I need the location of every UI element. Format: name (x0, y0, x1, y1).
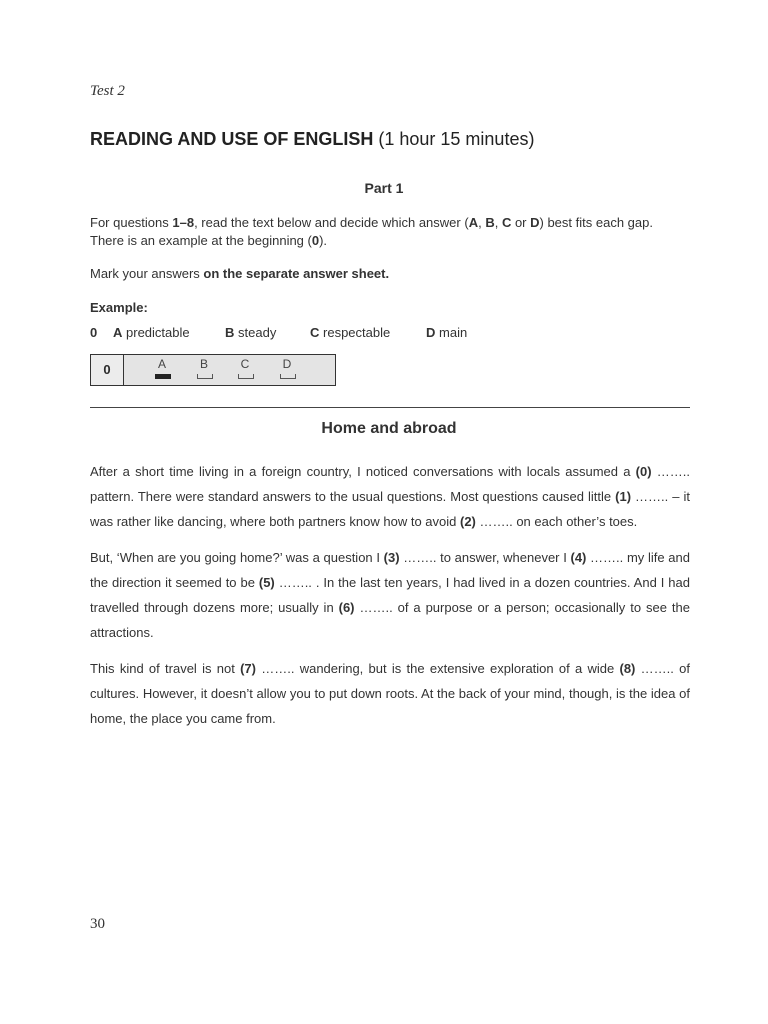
gap-number: (4) (570, 550, 587, 565)
text: ) best fits each gap. (539, 215, 653, 230)
text: A (113, 325, 123, 340)
running-header: Test 2 (90, 83, 125, 99)
text-paragraph-1 (90, 459, 690, 534)
example-answer-box (90, 354, 336, 386)
text: Mark your answers (90, 266, 204, 281)
text: respectable (323, 325, 391, 340)
text: 0 (90, 325, 98, 340)
text: B (225, 325, 235, 340)
answer-mark-b (197, 374, 213, 379)
example-option-b (225, 325, 276, 340)
gap-number: (8) (619, 661, 636, 676)
text: main (439, 325, 468, 340)
text: D (426, 325, 436, 340)
section-title-bold: READING AND USE OF ENGLISH (90, 129, 374, 149)
gap-number: (7) (240, 661, 256, 676)
gap-number: (5) (258, 575, 275, 590)
gap-number: (3) (383, 550, 400, 565)
gap-number: (1) (615, 489, 632, 504)
section-title (90, 129, 534, 150)
section-title-duration: (1 hour 15 minutes) (378, 129, 535, 149)
text-title: Home and abroad (321, 420, 457, 437)
text: C (501, 215, 512, 230)
text: …….. my life and the direction it seemed to be (90, 550, 690, 590)
gap-number: (6) (338, 600, 355, 615)
text: 0 (311, 233, 320, 248)
answer-box-letter-a: A (157, 357, 166, 371)
text: or (511, 215, 531, 230)
text: …….. on each other’s toes. (475, 514, 638, 529)
text: For questions (90, 215, 173, 230)
answer-box-letter-b: B (199, 357, 208, 371)
example-label: Example: (90, 300, 148, 315)
text: , (478, 215, 486, 230)
answer-box-letter-d: D (282, 357, 292, 371)
text: , read the text below and decide which answer ( (194, 215, 469, 230)
answer-mark-d (280, 374, 296, 379)
instructions-paragraph-2 (90, 265, 690, 283)
page-number: 30 (90, 916, 105, 932)
part-heading: Part 1 (364, 180, 404, 196)
text: on the separate answer sheet. (203, 266, 390, 281)
example-option-a (113, 325, 190, 340)
text: , (494, 215, 502, 230)
divider (90, 407, 690, 408)
text: …….. wandering, but is the extensive exploration of a wide (255, 661, 620, 676)
text: predictable (126, 325, 190, 340)
text: …….. of a purpose or a person; occasionally to see the attractions. (90, 600, 690, 640)
example-number (90, 325, 97, 340)
answer-box-letter-c: C (240, 357, 250, 371)
text: …….. – it was rather like dancing, where both partners know how to avoid (90, 489, 690, 529)
text-paragraph-2 (90, 545, 690, 645)
text: …….. to answer, whenever I (399, 550, 571, 565)
gap-number: (0) (635, 464, 652, 479)
answer-mark-c (238, 374, 254, 379)
instructions-paragraph-1 (90, 214, 690, 250)
text: 1–8 (172, 215, 195, 230)
text: steady (238, 325, 277, 340)
text: After a short time living in a foreign country, I noticed conversations with locals assumed a (90, 464, 636, 479)
text: …….. of cultures. However, it doesn’t allow you to put down roots. At the back of your mind, though, is the idea of home, the place you came from. (90, 661, 690, 726)
text: But, ‘When are you going home?’ was a question I (90, 550, 384, 565)
text: C (310, 325, 320, 340)
text: There is an example at the beginning ( (90, 233, 312, 248)
text: ). (319, 233, 328, 248)
example-option-d (426, 325, 467, 340)
text: …….. . In the last ten years, I had lived in a dozen countries. And I had travelled through dozens more; usually in (90, 575, 690, 615)
text-paragraph-3 (90, 656, 690, 731)
answer-mark-a-filled (155, 374, 171, 379)
text: …….. pattern. There were standard answers to the usual questions. Most questions caused little (90, 464, 690, 504)
example-option-c (310, 325, 390, 340)
text: A (468, 215, 479, 230)
answer-box-number: 0 (91, 355, 124, 385)
text: This kind of travel is not (90, 661, 241, 676)
text: D (530, 215, 540, 230)
text: B (485, 215, 495, 230)
gap-number: (2) (459, 514, 476, 529)
